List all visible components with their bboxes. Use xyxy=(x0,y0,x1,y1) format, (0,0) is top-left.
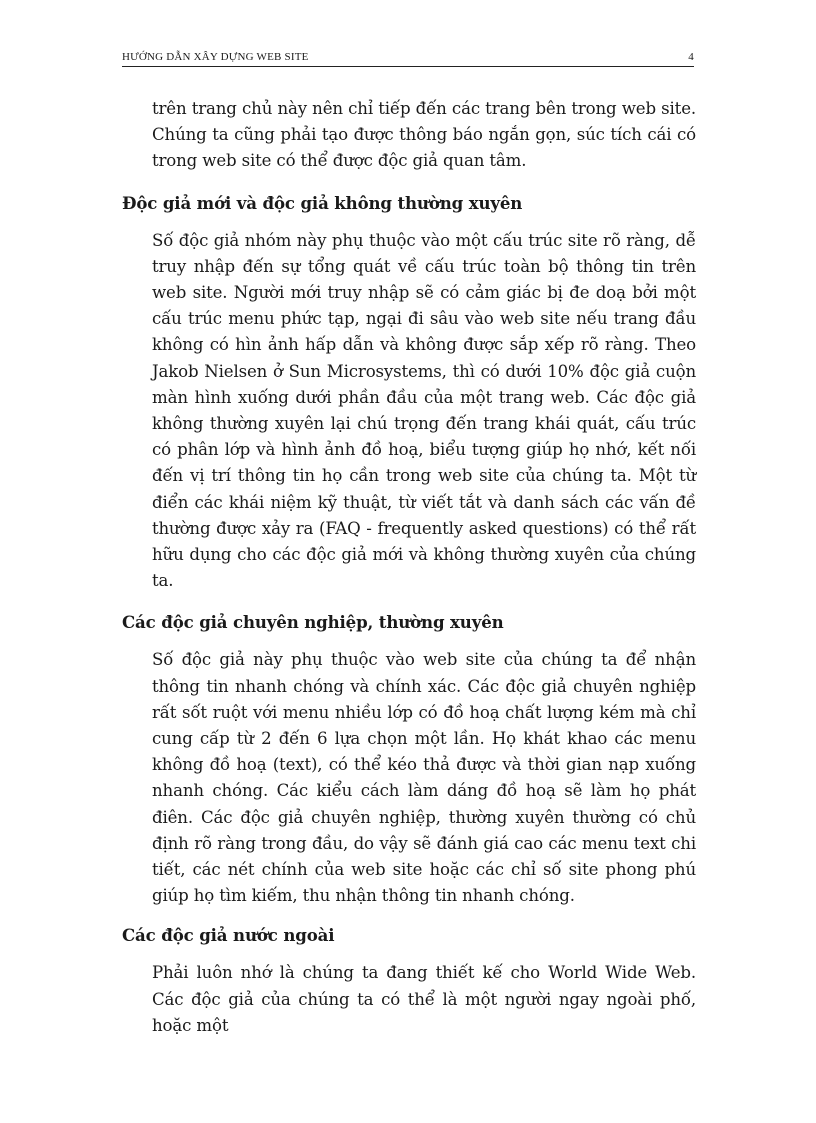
foreign-readers-paragraph: Phải luôn nhớ là chúng ta đang thiết kế cho World Wide Web. Các độc giả của chúng ta có thể là một người ngay ngoài phố, hoặc một xyxy=(152,963,696,1035)
page-body xyxy=(122,96,696,1039)
expert-readers-paragraph: Số độc giả này phụ thuộc vào web site của chúng ta để nhận thông tin nhanh chóng và chính xác. Các độc giả chuyên nghiệp rất sốt ruột với menu nhiều lớp có đồ hoạ chất lượng kém mà chỉ cung cấp từ 2 đến 6 lựa chọn một lần. Họ khát khao các menu không đồ hoạ (text), có thể kéo thả được và thời gian nạp xuống nhanh chóng. Các kiểu cách làm dáng đồ hoạ sẽ làm họ phát điên. Các độc giả chuyên nghiệp, thường xuyên thường có chủ định rõ ràng trong đầu, do vậy sẽ đánh giá cao các menu text chi tiết, các nét chính của web site hoặc các chỉ số site phong phú giúp họ tìm kiếm, thu nhận thông tin nhanh chóng. xyxy=(152,650,696,906)
section-heading-foreign-readers: Các độc giả nước ngoài xyxy=(122,925,335,946)
page-number: 4 xyxy=(688,51,694,63)
section-heading-expert-readers: Các độc giả chuyên nghiệp, thường xuyên xyxy=(122,612,504,633)
running-header xyxy=(122,50,694,67)
header-title: HƯỚNG DẪN XÂY DỰNG WEB SITE xyxy=(122,51,309,63)
new-readers-paragraph: Số độc giả nhóm này phụ thuộc vào một cấu trúc site rõ ràng, dễ truy nhập đến sự tổng quát về cấu trúc toàn bộ thông tin trên web site. Người mới truy nhập sẽ có cảm giác bị đe doạ bởi một cấu trúc menu phức tạp, ngại đi sâu vào web site nếu trang đầu không có hìn ảnh hấp dẫn và không được sắp xếp rõ ràng. Theo Jakob Nielsen ở Sun Microsystems, thì có dưới 10% độc giả cuộn màn hình xuống dưới phần đầu của một trang web. Các độc giả không thường xuyên lại chú trọng đến trang khái quát, cấu trúc có phân lớp và hình ảnh đồ hoạ, biểu tượng giúp họ nhớ, kết nối đến vị trí thông tin họ cần trong web site của chúng ta. Một từ điển các khái niệm kỹ thuật, từ viết tắt và danh sách các vấn đề thường được xảy ra (FAQ - frequently asked questions) có thể rất hữu dụng cho các độc giả mới và không thường xuyên của chúng ta. xyxy=(152,230,696,591)
intro-paragraph: trên trang chủ này nên chỉ tiếp đến các trang bên trong web site. Chúng ta cũng phải tạo được thông báo ngắn gọn, súc tích cái có trong web site có thể được độc giả quan tâm. xyxy=(152,99,696,171)
section-heading-new-readers: Độc giả mới và độc giả không thường xuyên xyxy=(122,192,523,213)
